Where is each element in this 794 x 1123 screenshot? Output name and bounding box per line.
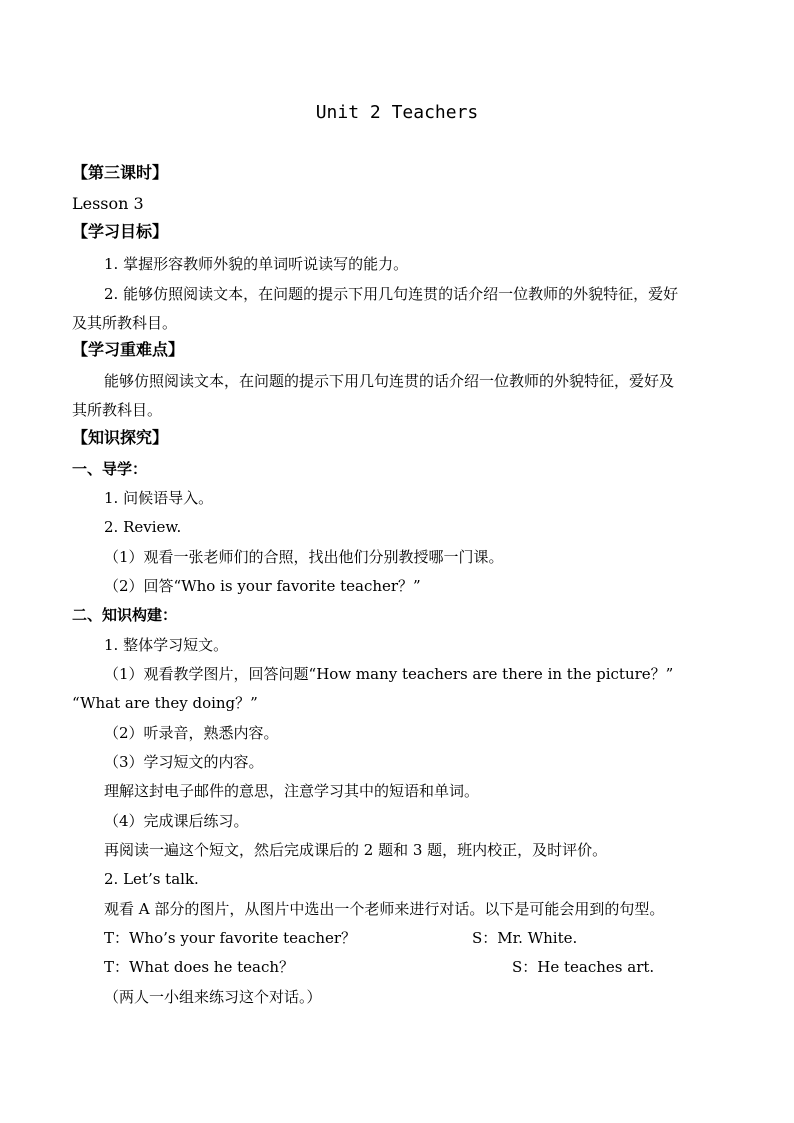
explore-heading: 【知识探究】 (72, 428, 169, 447)
section-1-item-1: 1. 问候语导入。 (104, 489, 214, 507)
section-2-item-1-4-note: 再阅读一遍这个短文，然后完成课后的 2 题和 3 题，班内校正，及时评价。 (104, 841, 608, 859)
pair-practice-note: （两人一小组来练习这个对话。） (104, 988, 322, 1006)
section-1-item-2-2: （2）回答“Who is your favorite teacher？” (104, 577, 421, 595)
section-2-item-2: 2. Let’s talk. (104, 870, 199, 888)
dialog-2-teacher: T：What does he teach？ (104, 958, 295, 976)
dialog-1-teacher: T：Who’s your favorite teacher？ (104, 929, 357, 947)
section-2-item-2-note: 观看 A 部分的图片，从图片中选出一个老师来进行对话。以下是可能会用到的句型。 (104, 900, 665, 918)
goal-2-line-1: 2. 能够仿照阅读文本，在问题的提示下用几句连贯的话介绍一位教师的外貌特征，爱好 (104, 285, 679, 303)
document-title: Unit 2 Teachers (315, 102, 479, 123)
section-1-item-2-1: （1）观看一张老师们的合照，找出他们分别教授哪一门课。 (104, 548, 504, 566)
section-2-item-1-2: （2）听录音，熟悉内容。 (104, 724, 279, 742)
lesson-label: Lesson 3 (72, 194, 144, 213)
key-points-heading: 【学习重难点】 (72, 340, 185, 359)
section-2-item-1-3: （3）学习短文的内容。 (104, 753, 264, 771)
section-2-item-1-4: （4）完成课后练习。 (104, 812, 249, 830)
goals-heading: 【学习目标】 (72, 222, 169, 241)
goal-1: 1. 掌握形容教师外貌的单词听说读写的能力。 (104, 255, 409, 273)
section-1-heading: 一、导学： (72, 460, 148, 478)
section-2-item-1-3-note: 理解这封电子邮件的意思，注意学习其中的短语和单词。 (104, 782, 480, 800)
dialog-1-student: S：Mr. White. (472, 929, 578, 947)
period-heading: 【第三课时】 (72, 163, 169, 182)
key-points-line-2: 其所教科目。 (72, 401, 163, 419)
dialog-2-student: S：He teaches art. (512, 958, 655, 976)
goal-2-line-2: 及其所教科目。 (72, 314, 178, 332)
key-points-line-1: 能够仿照阅读文本，在问题的提示下用几句连贯的话介绍一位教师的外貌特征，爱好及 (104, 372, 675, 390)
section-2-heading: 二、知识构建： (72, 606, 178, 624)
section-2-item-1-1-line-1: （1）观看教学图片，回答问题“How many teachers are there in the picture？” (104, 665, 674, 683)
section-2-item-1-1-line-2: “What are they doing？” (72, 694, 258, 712)
section-1-item-2: 2. Review. (104, 518, 182, 536)
section-2-item-1: 1. 整体学习短文。 (104, 636, 229, 654)
